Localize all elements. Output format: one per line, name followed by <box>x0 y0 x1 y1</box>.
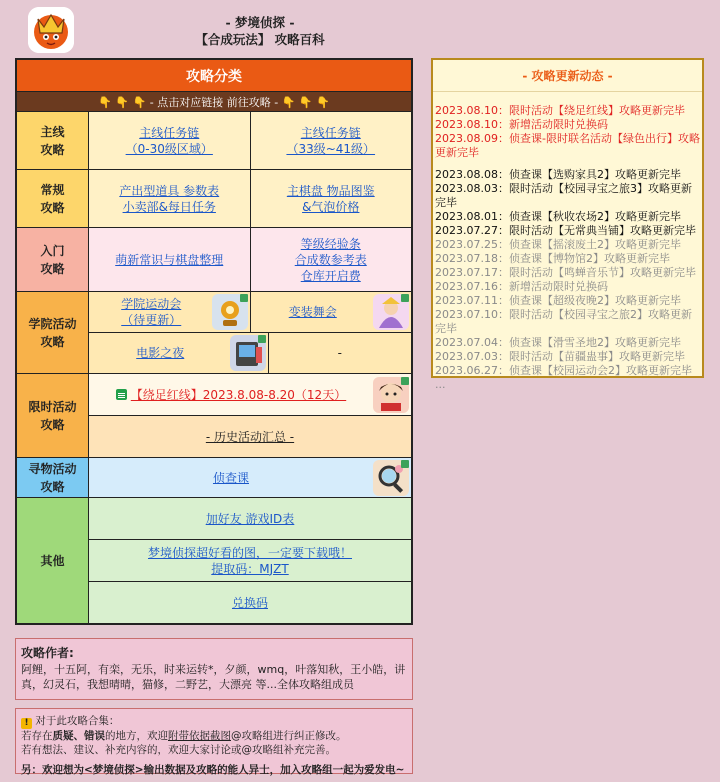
update-item[interactable]: 2023.07.18：侦查课【博物馆2】攻略更新完毕 <box>435 252 670 265</box>
row-main-quest <box>17 112 411 170</box>
update-item[interactable]: 2023.08.10：限时活动【绕足红线】攻略更新完毕 <box>435 104 685 117</box>
update-ellipsis: ... <box>435 378 446 391</box>
link-item-params[interactable]: 产出型道具 参数表 小卖部&每日任务 <box>119 183 220 214</box>
notes-emphasis: 质疑、错误 <box>52 730 105 742</box>
notes-recruit: 输出数据及攻略的能人异士，加入攻略组一起为爱发电~ <box>143 764 405 776</box>
update-item[interactable]: 2023.08.08：侦查课【选购家具2】攻略更新完毕 <box>435 168 681 181</box>
notes-suggestion: 若有想法、建议、补充内容的，欢迎大家讨论或@攻略组补充完善。 <box>21 744 336 756</box>
app-logo <box>28 7 74 53</box>
link-redeem-codes[interactable]: 兑换码 <box>231 595 268 610</box>
update-item[interactable]: 2023.07.11：侦查课【超级夜晚2】攻略更新完毕 <box>435 294 681 307</box>
row-regular <box>17 170 411 228</box>
notes-recruit: 另：欢迎想为 <box>21 764 84 776</box>
update-item[interactable]: 2023.07.27：限时活动【无常典当铺】攻略更新完毕 <box>435 224 696 237</box>
link-movie-night[interactable]: 电影之夜 <box>136 346 185 360</box>
link-main-quest-0-30[interactable]: 主线任务链 （0-30级区域） <box>125 125 213 156</box>
category-title: 攻略分类 <box>17 60 411 92</box>
row-other <box>17 498 411 623</box>
link-history-events[interactable]: - 历史活动汇总 - <box>205 429 295 444</box>
update-item[interactable]: 2023.07.10：限时活动【校园寻宝之旅2】攻略更新完毕 <box>435 308 692 335</box>
row-hunt <box>17 458 411 498</box>
category-instruction: 👇 👇 👇 - 点击对应链接 前往攻略 - 👇 👇 👇 <box>17 92 411 112</box>
update-item[interactable]: 2023.07.16：新增活动限时兑换码 <box>435 280 608 293</box>
update-item[interactable]: 2023.07.17：限时活动【鸣蝉音乐节】攻略更新完毕 <box>435 266 696 279</box>
category-table <box>15 58 413 625</box>
author-title: 攻略作者: <box>21 646 74 660</box>
link-main-quest-33-41[interactable]: 主线任务链 （33级~41级） <box>286 125 376 156</box>
investigation-thumbnail <box>373 460 409 496</box>
notes-text: @攻略组进行纠正修改。 <box>231 730 347 742</box>
row-academy <box>17 292 411 374</box>
link-investigation-class[interactable]: 侦查课 <box>212 470 249 485</box>
row-label-other: 其他 <box>17 498 89 623</box>
updates-panel <box>431 58 704 391</box>
row-label-intro: 入门 攻略 <box>17 228 89 291</box>
row-label-main-quest: 主线 攻略 <box>17 112 89 169</box>
link-add-friend-ids[interactable]: 加好友 游戏ID表 <box>205 511 295 526</box>
link-newbie-tips[interactable]: 萌新常识与棋盘整理 <box>115 252 224 267</box>
update-item[interactable]: 2023.07.04：侦查课【滑雪圣地2】攻略更新完毕 <box>435 336 681 349</box>
warning-icon: ! <box>21 718 32 729</box>
limited-event-thumbnail <box>373 377 409 413</box>
notes-game-name: <梦境侦探> <box>84 764 144 776</box>
update-item[interactable]: 2023.07.25：侦查课【摇滚废土2】攻略更新完毕 <box>435 238 681 251</box>
notes-text: 若存在 <box>21 730 53 742</box>
link-costume-ball[interactable]: 变装舞会 <box>288 305 337 319</box>
notes-box <box>15 708 413 774</box>
link-sports-meet[interactable]: 学院运动会 （待更新） <box>121 297 182 327</box>
update-item[interactable]: 2023.07.03：限时活动【苗疆蛊事】攻略更新完毕 <box>435 350 685 363</box>
notes-heading: 对于此攻略合集： <box>35 715 120 727</box>
updates-list <box>433 92 702 392</box>
updates-title: - 攻略更新动态 - <box>433 60 702 92</box>
link-current-limited-event[interactable]: 【绕足红线】2023.8.08-8.20（12天） <box>130 387 347 402</box>
spreadsheet-icon <box>116 389 127 400</box>
row-label-academy: 学院活动 攻略 <box>17 292 89 373</box>
row-limited <box>17 374 411 458</box>
link-wallpaper-download[interactable]: 梦境侦探超好看的图，一定要下载哦！ 提取码：MJZT <box>147 545 352 576</box>
update-item[interactable]: 2023.08.09：侦查课-限时联名活动【绿色出行】攻略更新完毕 <box>435 132 700 159</box>
empty-cell: - <box>337 346 342 360</box>
movie-night-thumbnail <box>230 335 266 371</box>
row-label-hunt: 寻物活动 攻略 <box>17 458 89 497</box>
notes-screenshot-link[interactable]: 附带依据截图 <box>168 730 231 742</box>
header-subtitle: 【合成玩法】 攻略百科 <box>195 32 325 47</box>
costume-ball-thumbnail <box>373 294 409 330</box>
page-header <box>130 14 390 48</box>
link-level-exp[interactable]: 等级经验条 合成数参考表 仓库开启费 <box>294 236 367 283</box>
update-item[interactable]: 2023.06.27：侦查课【校园运动会2】攻略更新完毕 <box>435 364 692 377</box>
row-label-limited: 限时活动 攻略 <box>17 374 89 457</box>
notes-text: 的地方，欢迎 <box>105 730 168 742</box>
author-box <box>15 638 413 700</box>
row-label-regular: 常规 攻略 <box>17 170 89 227</box>
link-board-catalog[interactable]: 主棋盘 物品图鉴 &气泡价格 <box>286 183 375 214</box>
header-game-title: - 梦境侦探 - <box>225 15 295 30</box>
sports-meet-thumbnail <box>212 294 248 330</box>
update-item[interactable]: 2023.08.10：新增活动限时兑换码 <box>435 118 608 131</box>
update-item[interactable]: 2023.08.03：限时活动【校园寻宝之旅3】攻略更新完毕 <box>435 182 692 209</box>
update-item[interactable]: 2023.08.01：侦查课【秋收农场2】攻略更新完毕 <box>435 210 681 223</box>
author-names: 阿鲤，十五阿，有栾，无乐，时来运转*，夕颜，wmq，叶落知秋，王小皓，讲真，幻灵石，我想晴晴，猫修，二野艺，大漂亮 等...全体攻略组成员 <box>21 663 406 691</box>
row-intro <box>17 228 411 292</box>
